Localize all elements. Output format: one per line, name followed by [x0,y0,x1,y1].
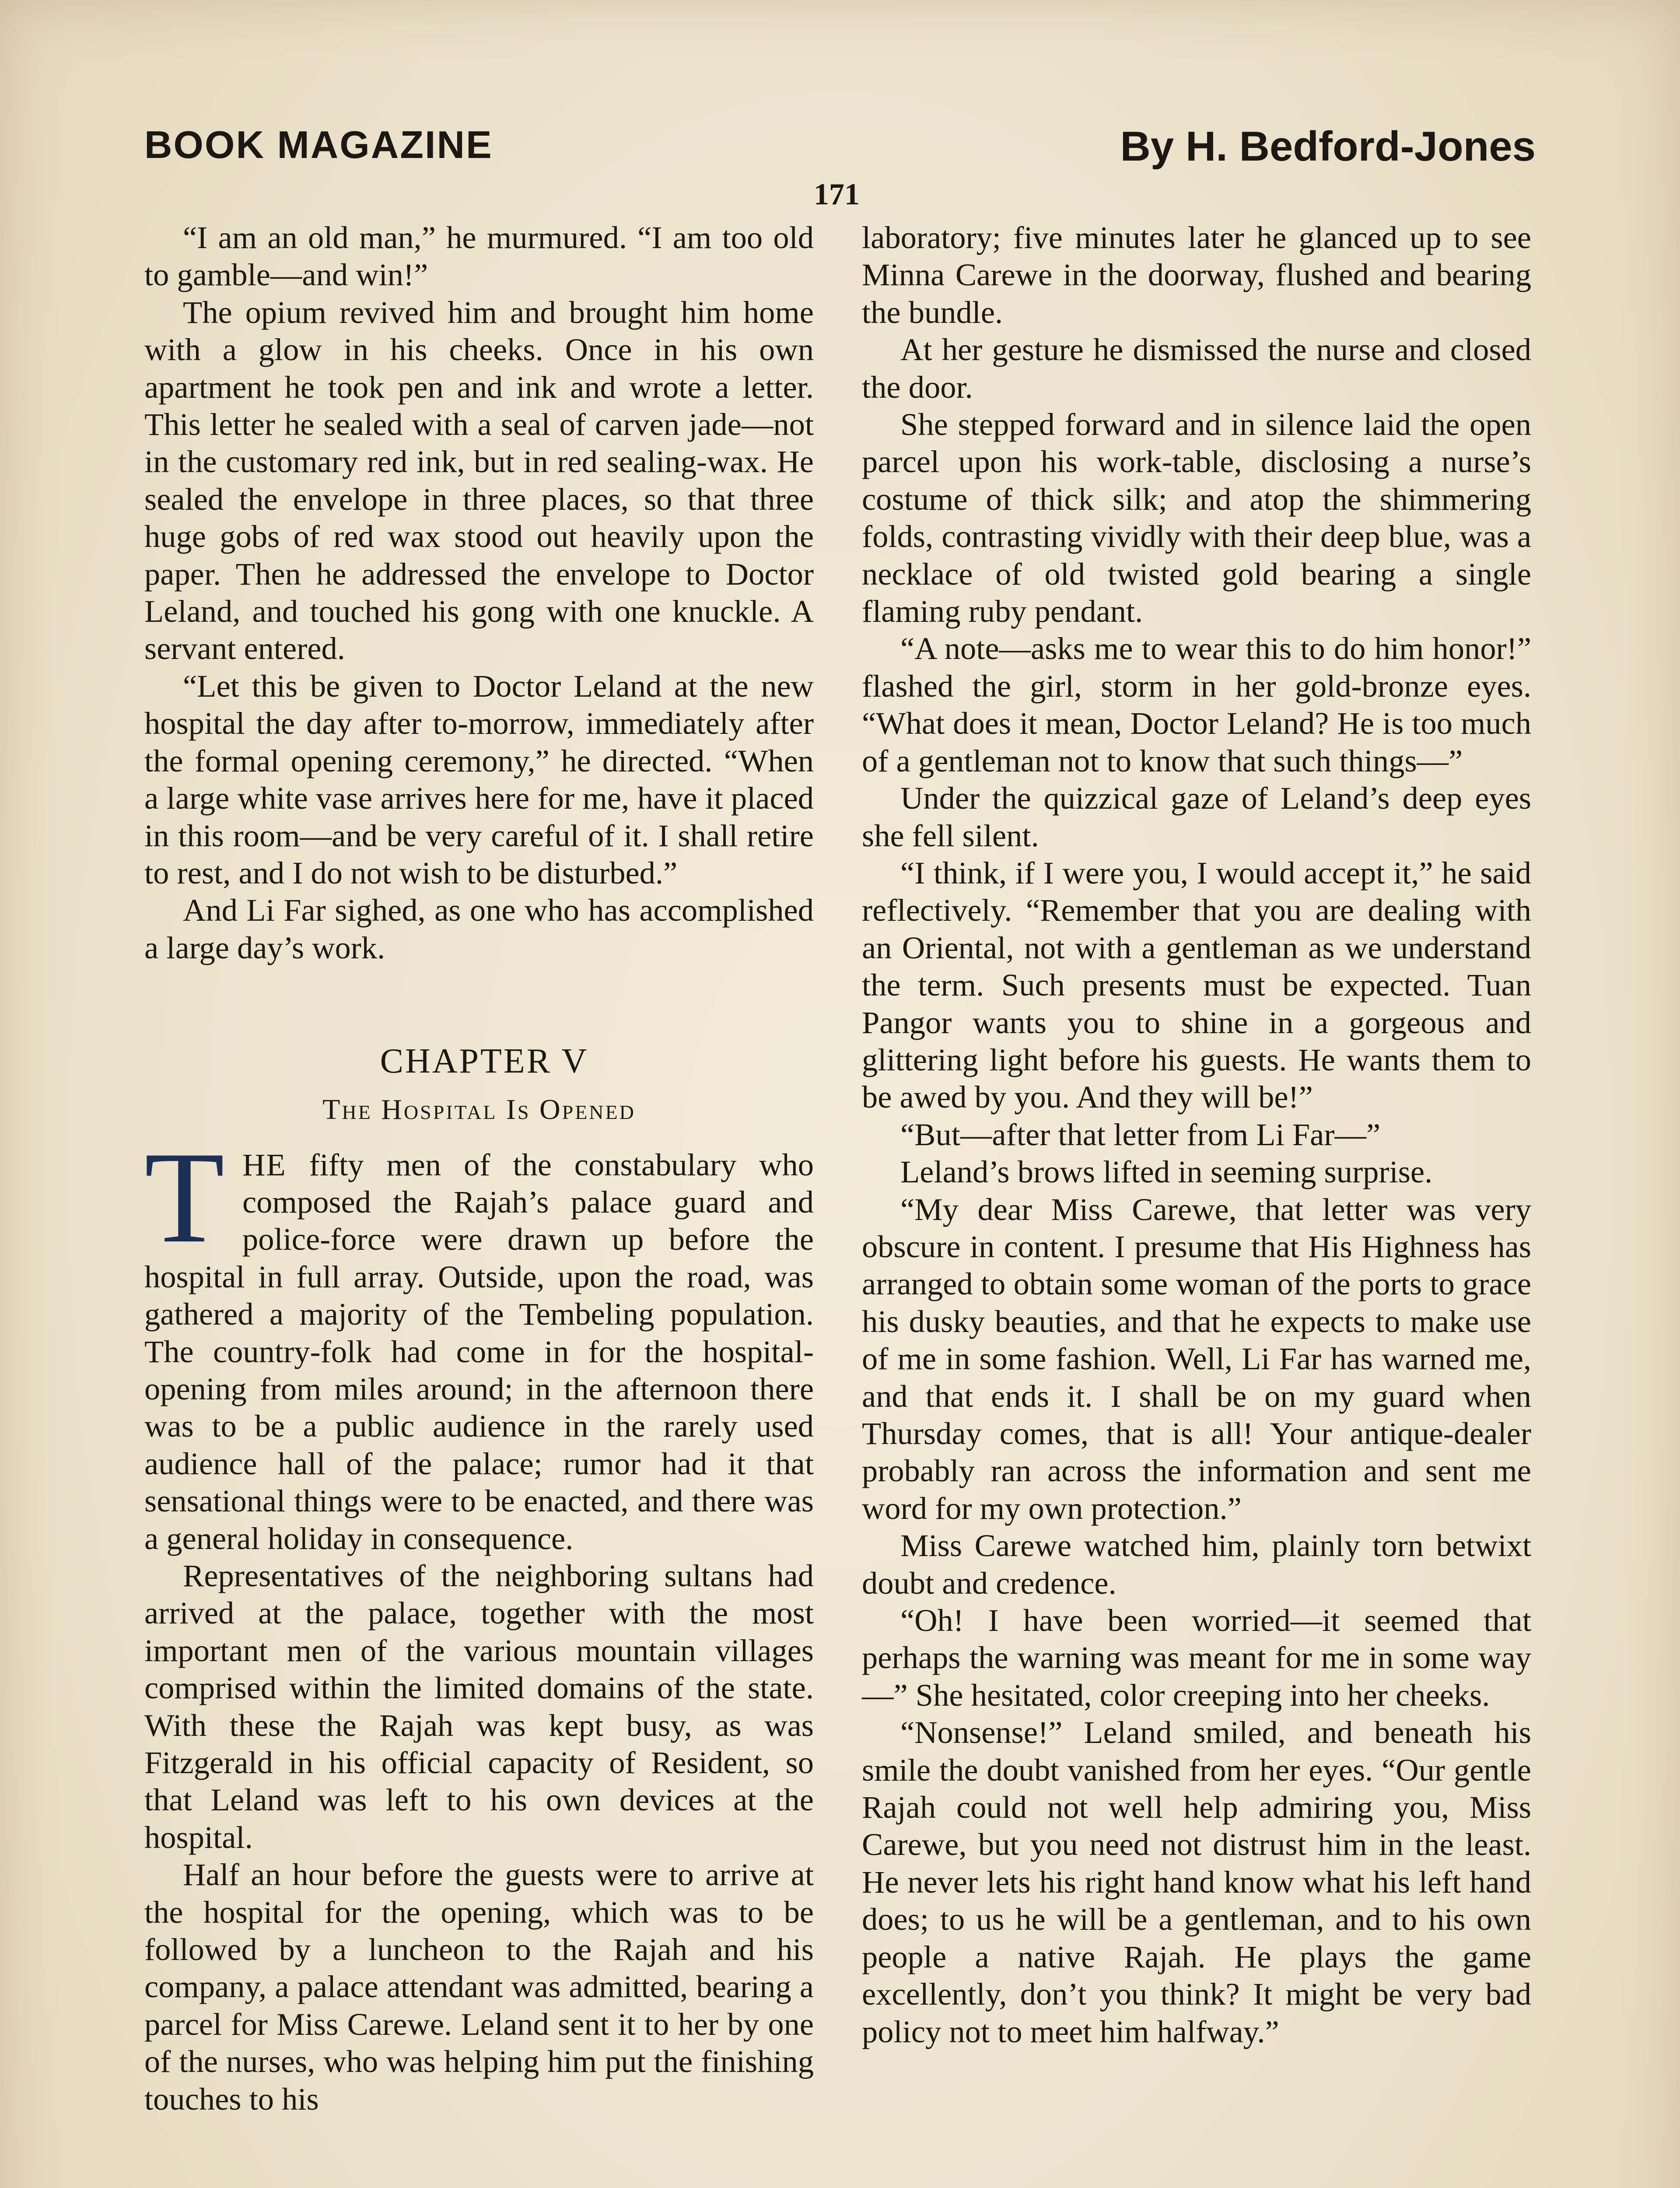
paragraph: “My dear Miss Carewe, that letter was very obscure in content. I presume that His Highness has arranged to obtain some woman of the ports to grace his dusky beauties, and that he expects to make use of me in some fashion. Well, Li Far has warned me, and that ends it. I shall be on my guard when Thursday comes, that is all! Your antique-dealer probably ran across the information and sent me word for my own protection.” [862,1191,1531,1526]
paragraph: “Nonsense!” Leland smiled, and beneath his smile the doubt vanished from her eyes. “Our gentle Rajah could not well help admiring you, Miss Carewe, but you need not distrust him in the least. He never lets his right hand know what his left hand does; to us he will be a gentleman, and to his own people a native Rajah. He plays the game excellently, don’t you think? It might be very bad policy not to meet him halfway.” [862,1715,1531,2049]
drop-cap: T [144,1124,225,1270]
paragraph: Representatives of the neighboring sultans had arrived at the palace, together with the most important men of the various mountain villages comprised within the limited domains of the state. With these the Rajah was kept busy, as was Fitzgerald in his official capacity of Resident, so that Leland was left to his own devices at the hospital. [144,1558,814,1855]
lead-in-caps: HE [242,1147,287,1182]
paragraph: And Li Far sighed, as one who has accomplished a large day’s work. [144,892,814,965]
paragraph: Under the quizzical gaze of Leland’s deep eyes she fell silent. [862,780,1531,853]
paragraph: “I am an old man,” he murmured. “I am too old to gamble—and win!” [144,220,814,293]
paragraph: At her gesture he dismissed the nurse and closed the door. [862,332,1531,405]
left-column [144,219,814,2118]
paragraph: Miss Carewe watched him, plainly torn betwixt doubt and credence. [862,1528,1531,1601]
page-number: 171 [814,178,860,211]
paragraph: “A note—asks me to wear this to do him honor!” flashed the girl, storm in her gold-bronze eyes. “What does it mean, Doctor Leland? He is too much of a gentleman not to know that such things—” [862,631,1531,778]
chapter-opening-paragraph [144,1124,814,1557]
paragraph: The opium revived him and brought him home with a glow in his cheeks. Once in his own apartment he took pen and ink and wrote a letter. This letter he sealed with a seal of carven jade—not in the customary red ink, but in red sealing-wax. He sealed the envelope in three places, so that three huge gobs of red wax stood out heavily upon the paper. Then he addressed the envelope to Doctor Leland, and touched his gong with one knuckle. A servant entered. [144,294,814,666]
author-byline: By H. Bedford-Jones [1120,123,1536,170]
continued-paragraph: laboratory; five minutes later he glanced up to see Minna Carewe in the doorway, flushed and bearing the bundle. [862,220,1531,330]
paragraph: “Oh! I have been worried—it seemed that perhaps the warning was meant for me in some way—” She hesitated, color creeping into her cheeks. [862,1602,1531,1713]
paragraph: “I think, if I were you, I would accept it,” he said reflectively. “Remember that you are dealing with an Oriental, not with a gentleman as we understand the term. Such presents must be expected. Tuan Pangor wants you to shine in a gorgeous and glittering light before his guests. He wants them to be awed by you. And they will be!” [862,855,1531,1115]
chapter-subtitle: The Hospital Is Opened [322,1094,636,1126]
right-column [862,219,1531,2050]
paragraph: Half an hour before the guests were to arrive at the hospital for the opening, which was to be followed by a luncheon to the Rajah and his company, a palace attendant was admitted, bearing a parcel for Miss Carewe. Leland sent it to her by one of the nurses, who was helping him put the finishing touches to his [144,1857,814,2117]
paragraph: Leland’s brows lifted in seeming surprise. [900,1154,1433,1190]
chapter-title: CHAPTER V [380,1042,589,1081]
paragraph-text: fifty men of the constabulary who composed the Rajah’s palace guard and police-force were drawn up before the hospital in full array. Outside, upon the road, was gathered a majority of the Tembeling population. The country-folk had come in for the hospital-opening from miles around; in the afternoon there was to be a public audience in the rarely used audience hall of the palace; rumor had it that sensational things were to be enacted, and there was a general holiday in consequence. [144,1147,814,1556]
paragraph: She stepped forward and in silence laid the open parcel upon his work-table, disclosing a nurse’s costume of thick silk; and atop the shimmering folds, contrasting vividly with their deep blue, was a necklace of old twisted gold bearing a single flaming ruby pendant. [862,407,1531,629]
magazine-title: BOOK MAGAZINE [144,123,493,166]
paragraph: “But—after that letter from Li Far—” [900,1116,1381,1152]
paragraph: “Let this be given to Doctor Leland at the new hospital the day after to-morrow, immediately after the formal opening ceremony,” he directed. “When a large white vase arrives here for me, have it placed in this room—and be very careful of it. I shall retire to rest, and I do not wish to be disturbed.” [144,668,814,891]
chapter-heading [144,1041,814,1128]
